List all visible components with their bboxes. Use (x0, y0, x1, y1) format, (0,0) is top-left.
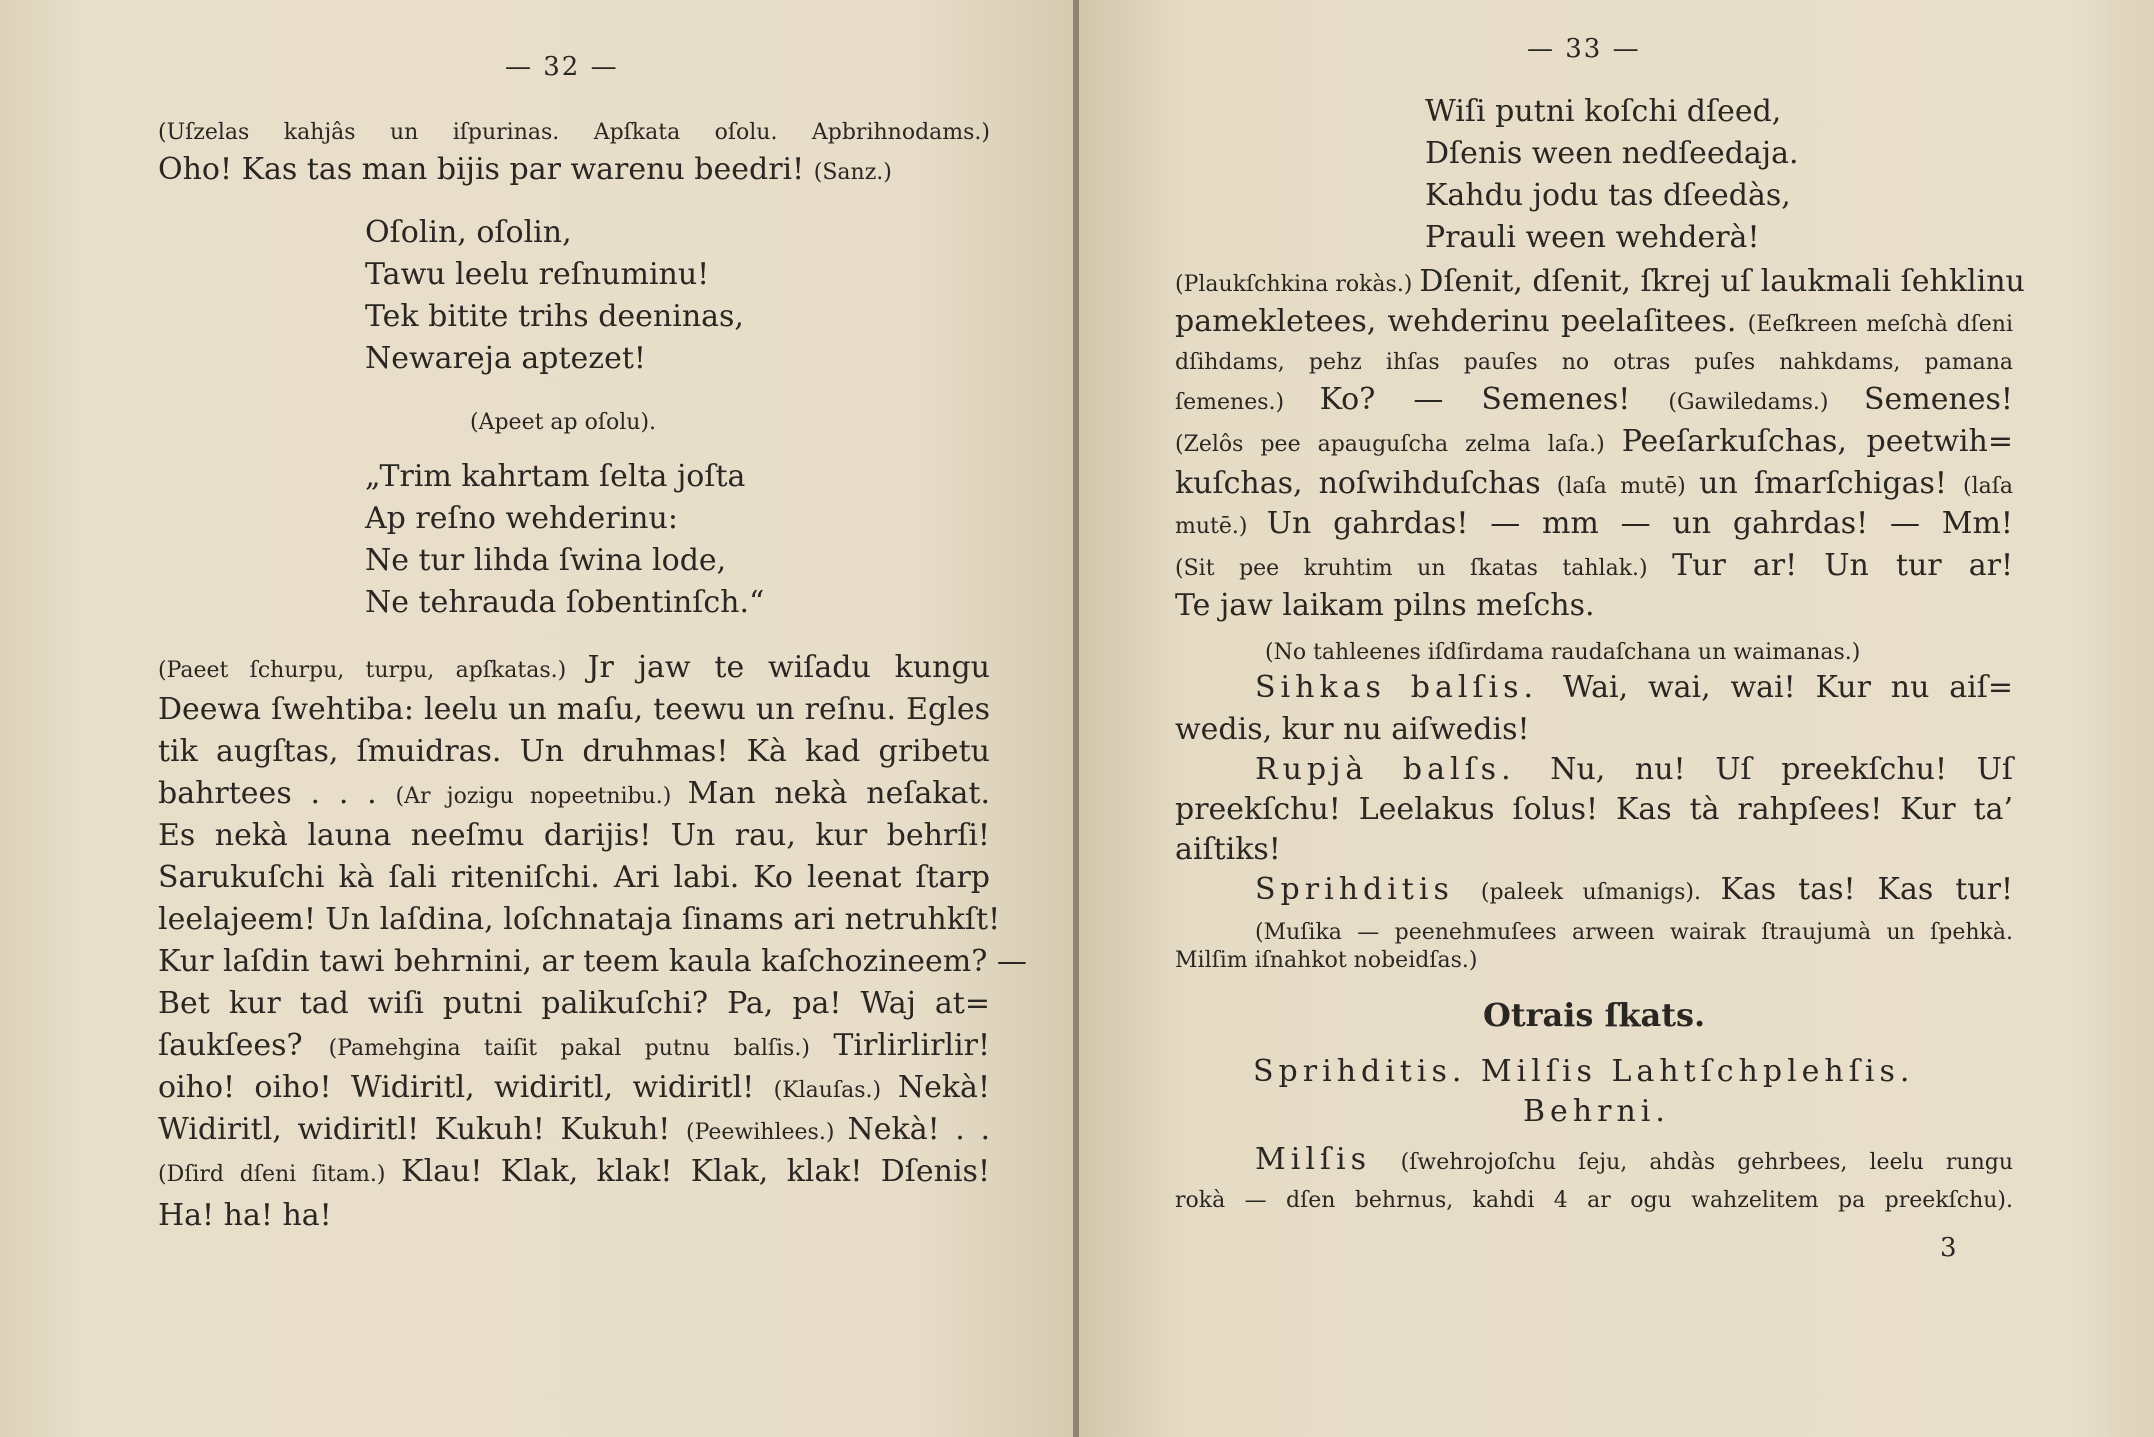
left-text-line (365, 213, 572, 253)
right-text-line (1175, 546, 2013, 589)
dialogue-text: Oſolin, oſolin, (365, 215, 572, 250)
stage-direction: (No tahleenes iſdſirdama raudaſchana un waimanas.) (1265, 640, 1861, 665)
dialogue-text: aiſtiks! (1175, 832, 1281, 867)
dialogue-text: Ne tehrauda ſobentinſch.“ (365, 585, 765, 620)
speaker-name: Rupjà balſs. (1255, 752, 1551, 787)
stage-direction: (Uſzelas kahjâs un iſpurinas. Apſkata oſolu. Apbrihnodams.) (158, 120, 990, 145)
right-text-line (1255, 750, 2013, 790)
dialogue-text: Kur laſdin tawi behrnini, ar teem kaula kaſchozineem? — (158, 944, 1027, 979)
left-text-line (158, 732, 990, 772)
dialogue-text: Deewa ſwehtiba: leelu un maſu, teewu un reſnu. Egles (158, 692, 990, 727)
stage-direction: (ſwehrojoſchu ſeju, ahdàs gehrbees, leelu rungu (1400, 1150, 2013, 1175)
right-text-line (1255, 870, 2013, 913)
dialogue-text: Dſenit, dſenit, ſkrej uſ laukmali ſehklinu (1419, 264, 2025, 299)
dialogue-text: Kahdu jodu tas dſeedàs, (1425, 178, 1791, 213)
right-text-line (1523, 1092, 1670, 1132)
right-text-line (1175, 586, 1595, 626)
stage-direction: (Klauſas.) (773, 1078, 898, 1103)
dialogue-text: Widiritl, widiritl! Kukuh! Kukuh! (158, 1112, 686, 1147)
right-text-line (1175, 380, 2013, 423)
left-text-line (470, 400, 656, 443)
right-text-line (1175, 262, 2025, 305)
right-text-line (1175, 422, 2013, 465)
right-text-line (1425, 92, 1781, 132)
stage-direction: (Gawiledams.) (1668, 390, 1864, 415)
stage-direction: dſihdams, pehz ihſas pauſes no otras puſes nahkdams, pamana (1175, 350, 2013, 375)
right-text-line (1175, 504, 2013, 547)
dialogue-text: Klau! Klak, klak! Klak, klak! Dſenis! (401, 1154, 990, 1189)
scene-heading (1483, 996, 1705, 1034)
stage-direction: (Apeet ap oſolu). (470, 410, 657, 435)
stage-direction: (Paeet ſchurpu, turpu, apſkatas.) (158, 658, 588, 683)
dialogue-text: Es nekà launa neeſmu darijis! Un rau, kur behrſi! (158, 818, 990, 853)
left-text-line (158, 858, 990, 898)
dialogue-text: Tek bitite trihs deeninas, (365, 299, 744, 334)
left-text-line (158, 648, 990, 691)
dialogue-text: kuſchas, noſwihduſchas (1175, 466, 1557, 501)
left-text-line (158, 1196, 332, 1236)
stage-direction: (paleek uſmanigs). (1480, 880, 1721, 905)
left-text-line (158, 1152, 990, 1195)
stage-direction: (laſa mutē) (1556, 474, 1700, 499)
stage-direction: (Plaukſchkina rokàs.) (1175, 272, 1420, 297)
left-text-line (365, 541, 726, 581)
left-text-line (158, 1026, 990, 1069)
left-text-line (365, 499, 678, 539)
right-page (1079, 0, 2154, 1437)
dialogue-text: Ne tur lihda ſwina lode, (365, 543, 727, 578)
stage-direction: (Dſird dſeni ſitam.) (158, 1162, 402, 1187)
right-text-line (1175, 340, 2013, 383)
dialogue-text: Tawu leelu reſnuminu! (365, 257, 710, 292)
left-text-line (158, 816, 990, 856)
dialogue-text: Jr jaw te wiſadu kungu (587, 650, 990, 685)
page-number-right: — 33 — (1527, 34, 1641, 64)
stage-direction: (Pamehgina taiſit pakal putnu balſis.) (328, 1036, 834, 1061)
dialogue-text: preekſchu! Leelakus ſolus! Kas tà rahpſees! Kur ta’ (1175, 792, 2013, 827)
left-text-line (158, 942, 1027, 982)
dialogue-text: ſaukſees? (158, 1028, 329, 1063)
dialogue-text: Nekà! . . (847, 1112, 990, 1147)
right-text-line (1175, 302, 2013, 345)
scene-title: Otrais ſkats. (1483, 996, 1706, 1034)
speaker-name: Behrni. (1523, 1094, 1670, 1129)
dialogue-text: Wai, wai, wai! Kur nu aiſ= (1562, 670, 2013, 705)
stage-direction: rokà — dſen behrnus, kahdi 4 ar ogu wahzelitem pa preekſchu). (1175, 1188, 2013, 1213)
right-text-line (1255, 1140, 2013, 1183)
right-text-line (1175, 830, 1281, 870)
left-text-line (365, 255, 709, 295)
dialogue-text: Nu, nu! Uſ preekſchu! Uſ (1550, 752, 2014, 787)
stage-direction: mutē.) (1175, 514, 1267, 539)
dialogue-text: Ha! ha! ha! (158, 1198, 332, 1233)
speaker-name: Sprihditis (1255, 872, 1481, 907)
dialogue-text: Wiſi putni koſchi dſeed, (1425, 94, 1782, 129)
dialogue-text: Bet kur tad wiſi putni palikuſchi? Pa, pa! Waj at= (158, 986, 990, 1021)
right-text-line (1425, 176, 1791, 216)
dialogue-text: Prauli ween wehderà! (1425, 220, 1760, 255)
stage-direction: (Ar jozigu nopeetnibu.) (395, 784, 688, 809)
dialogue-text: pamekletees, wehderinu peelaſitees. (1175, 304, 1748, 339)
dialogue-text: Dſenis ween nedſeedaja. (1425, 136, 1799, 171)
signature-mark: 3 (1940, 1233, 1959, 1263)
right-text-line (1253, 1052, 1914, 1092)
dialogue-text: Peeſarkuſchas, peetwih= (1621, 424, 2013, 459)
stage-direction: (laſa (1963, 474, 2013, 499)
dialogue-text: un ſmarſchigas! (1699, 466, 1963, 501)
stage-direction: (Zelôs pee apauguſcha zelma laſa.) (1175, 432, 1622, 457)
left-text-line (158, 774, 990, 817)
right-text-line (1265, 630, 1860, 673)
right-text-line (1175, 464, 2013, 507)
stage-direction: (Eeſkreen meſchà dſeni (1747, 312, 2013, 337)
left-text-line (365, 583, 764, 623)
dialogue-text: Sarukuſchi kà ſali riteniſchi. Ari labi. Ko leenat ſtarp (158, 860, 990, 895)
dialogue-text: Newareja aptezet! (365, 341, 646, 376)
speaker-name: Sprihditis. Milſis Lahtſchplehſis. (1253, 1054, 1915, 1089)
dialogue-text: Ko? — Semenes! (1319, 382, 1669, 417)
dialogue-text: wedis, kur nu aiſwedis! (1175, 712, 1530, 747)
left-text-line (158, 1068, 990, 1111)
dialogue-text: tik augſtas, ſmuidras. Un druhmas! Kà kad gribetu (158, 734, 990, 769)
left-text-line (158, 900, 1001, 940)
dialogue-text: bahrtees . . . (158, 776, 396, 811)
right-text-line (1175, 790, 2013, 830)
stage-direction: (Sanz.) (813, 160, 892, 185)
left-text-line (365, 457, 745, 497)
left-text-line (158, 110, 990, 153)
dialogue-text: Ap reſno wehderinu: (365, 501, 678, 536)
stage-direction: (Sit pee kruhtim un ſkatas tahlak.) (1175, 556, 1673, 581)
dialogue-text: Un gahrdas! — mm — un gahrdas! — Mm! (1266, 506, 2013, 541)
stage-direction: (Muſika — peenehmuſees arween wairak ſtraujumà un ſpehkà. (1255, 920, 2013, 945)
speaker-name: Milſis (1255, 1142, 1401, 1177)
right-text-line (1255, 668, 2013, 708)
dialogue-text: Kas tas! Kas tur! (1720, 872, 2013, 907)
right-text-line (1175, 938, 1477, 981)
stage-direction: ſemenes.) (1175, 390, 1320, 415)
dialogue-text: Tur ar! Un tur ar! (1672, 548, 2013, 583)
stage-direction: Milſim iſnahkot nobeidſas.) (1175, 948, 1478, 973)
right-text-line (1425, 134, 1799, 174)
dialogue-text: Tirlirlirlir! (833, 1028, 990, 1063)
dialogue-text: Te jaw laikam pilns meſchs. (1175, 588, 1595, 623)
left-text-line (158, 1110, 990, 1153)
left-text-line (158, 690, 990, 730)
dialogue-text: leelajeem! Un laſdina, loſchnataja ſinams ari netruhkſt! (158, 902, 1001, 937)
dialogue-text: oiho! oiho! Widiritl, widiritl, widiritl! (158, 1070, 774, 1105)
left-text-line (158, 984, 990, 1024)
right-text-line (1175, 710, 1530, 750)
left-page (0, 0, 1075, 1437)
right-text-line (1425, 218, 1760, 258)
dialogue-text: Semenes! (1863, 382, 2013, 417)
dialogue-text: Nekà! (897, 1070, 990, 1105)
left-text-line (158, 150, 948, 193)
speaker-name: Sihkas balſis. (1255, 670, 1563, 705)
dialogue-text: Oho! Kas tas man bijis par warenu beedri! (158, 152, 814, 187)
dialogue-text: Man nekà neſakat. (687, 776, 991, 811)
dialogue-text: „Trim kahrtam ſelta joſta (365, 459, 746, 494)
page-number-left: — 32 — (505, 52, 619, 82)
right-text-line (1175, 1178, 2013, 1221)
left-text-line (365, 297, 744, 337)
left-text-line (365, 339, 646, 379)
stage-direction: (Peewihlees.) (686, 1120, 848, 1145)
